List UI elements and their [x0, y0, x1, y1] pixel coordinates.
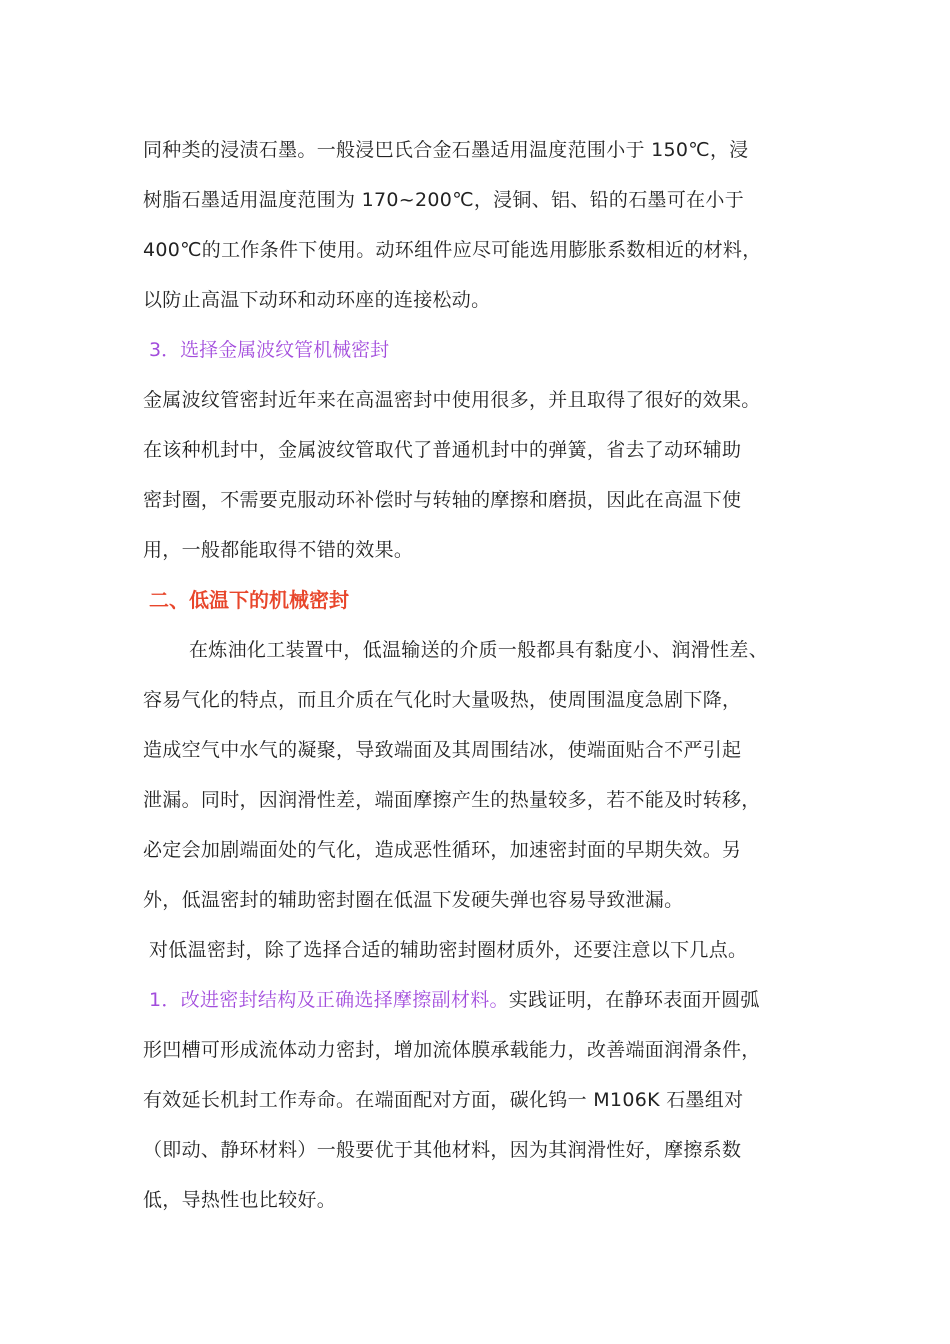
text-line: （即动、静环材料）一般要优于其他材料，因为其润滑性好，摩擦系数 [143, 1139, 742, 1161]
point-1-title: 1．改进密封结构及正确选择摩擦副材料。 [149, 989, 509, 1011]
text-line: 造成空气中水气的凝聚，导致端面及其周围结冰，使端面贴合不严引起 [143, 739, 742, 761]
point-1-text: 实践证明，在静环表面开圆弧 [508, 989, 760, 1011]
text-line [143, 975, 823, 1025]
text-line: 以防止高温下动环和动环座的连接松动。 [143, 289, 491, 311]
text-line: 同种类的浸渍石墨。一般浸巴氏合金石墨适用温度范围小于 150℃，浸 [143, 139, 749, 161]
section-heading-low-temperature: 二、低温下的机械密封 [149, 588, 349, 612]
text-line: 金属波纹管密封近年来在高温密封中使用很多，并且取得了很好的效果。 [143, 389, 761, 411]
text-line: 泄漏。同时，因润滑性差，端面摩擦产生的热量较多，若不能及时转移， [143, 789, 761, 811]
text-line: 有效延长机封工作寿命。在端面配对方面，碳化钨一 M106K 石墨组对 [143, 1089, 744, 1111]
text-line: 外，低温密封的辅助密封圈在低温下发硬失弹也容易导致泄漏。 [143, 889, 684, 911]
text-line: 用，一般都能取得不错的效果。 [143, 539, 414, 561]
subheading-metal-bellows: 3．选择金属波纹管机械密封 [149, 339, 390, 361]
text-line: 低，导热性也比较好。 [143, 1189, 337, 1211]
paragraph-metal-bellows [143, 375, 823, 575]
text-line: 在炼油化工装置中，低温输送的介质一般都具有黏度小、润滑性差、 [189, 639, 769, 661]
text-line: 密封圈，不需要克服动环补偿时与转轴的摩擦和磨损，因此在高温下使 [143, 489, 742, 511]
paragraph-graphite-materials [143, 125, 823, 325]
text-line: 容易气化的特点，而且介质在气化时大量吸热，使周围温度急剧下降， [143, 689, 742, 711]
low-temperature-note: 对低温密封，除了选择合适的辅助密封圈材质外，还要注意以下几点。 [149, 939, 748, 961]
document-body [143, 125, 823, 1225]
paragraph-low-temperature [143, 625, 823, 925]
paragraph-point-1 [143, 975, 823, 1225]
text-line: 在该种机封中，金属波纹管取代了普通机封中的弹簧，省去了动环辅助 [143, 439, 742, 461]
text-line: 形凹槽可形成流体动力密封，增加流体膜承载能力，改善端面润滑条件， [143, 1039, 761, 1061]
text-line: 400℃的工作条件下使用。动环组件应尽可能选用膨胀系数相近的材料， [143, 239, 762, 261]
text-line: 必定会加剧端面处的气化，造成恶性循环，加速密封面的早期失效。另 [143, 839, 742, 861]
text-line: 树脂石墨适用温度范围为 170~200℃，浸铜、铝、铅的石墨可在小于 [143, 189, 745, 211]
